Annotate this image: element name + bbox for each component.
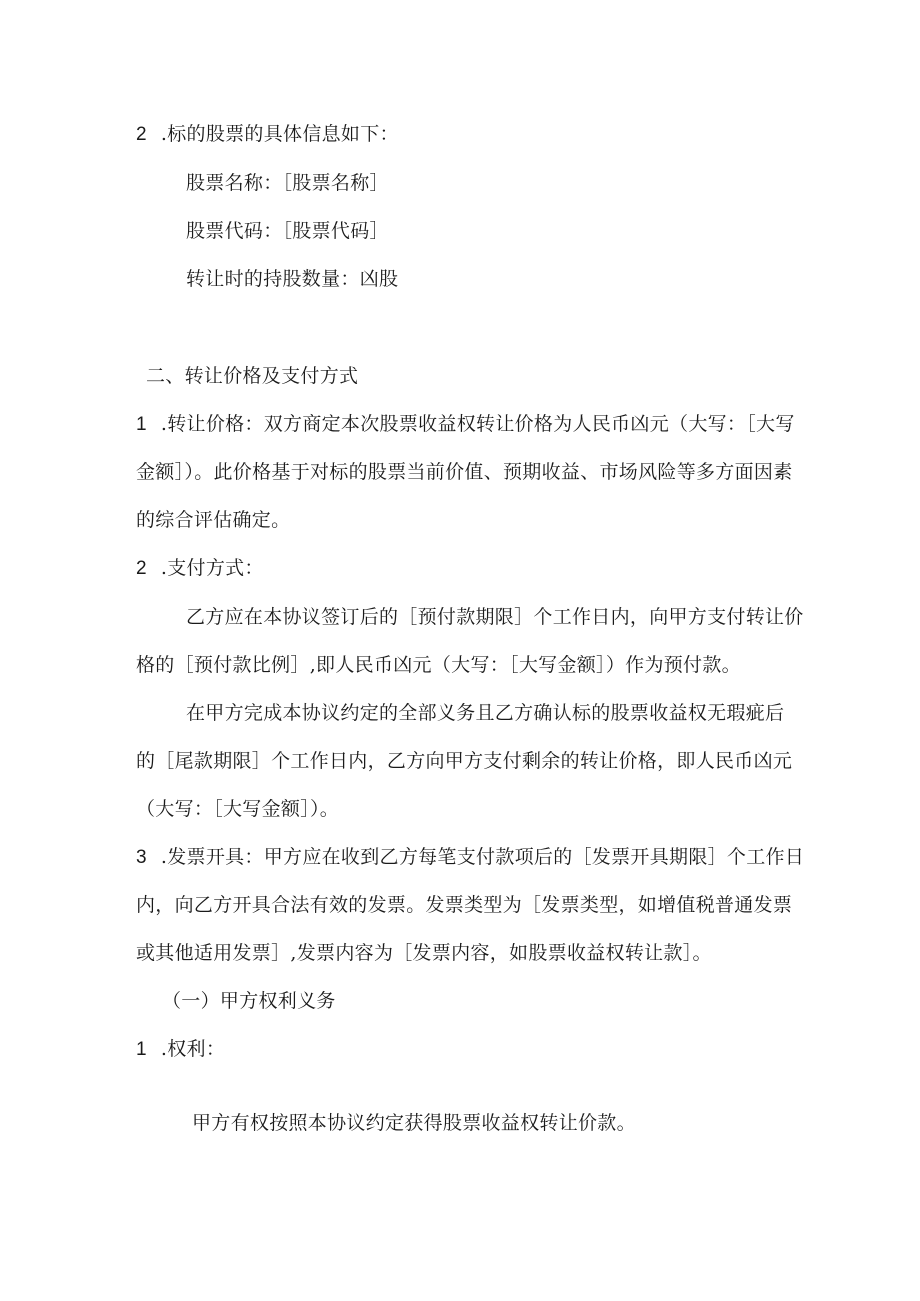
subsection-heading: （一）甲方权利义务 [162, 990, 336, 1012]
item-number: 2 [136, 558, 147, 579]
shares-held-line: 转让时的持股数量：凶股 [186, 268, 399, 290]
item-number: 3 [136, 847, 147, 868]
price-line-1 [136, 412, 795, 437]
paragraph-text: .发票开具：甲方应在收到乙方每笔支付款项后的［发票开具期限］个工作日 [160, 846, 805, 868]
prepay-line-2: 格的［预付款比例］,即人民币凶元（大写：［大写金额］）作为预付款。 [136, 654, 741, 676]
paragraph-text: .支付方式： [160, 557, 264, 579]
rights-detail-line: 甲方有权按照本协议约定获得股票收益权转让价款。 [192, 1112, 636, 1134]
final-line-1: 在甲方完成本协议约定的全部义务且乙方确认标的股票收益权无瑕疵后 [186, 702, 785, 724]
paragraph-text: .转让价格：双方商定本次股票收益权转让价格为人民币凶元（大写：［大写 [160, 413, 795, 435]
invoice-line-1 [136, 845, 804, 870]
item-text: .标的股票的具体信息如下： [160, 123, 399, 145]
paragraph-text: .权利： [160, 1038, 226, 1060]
invoice-line-2: 内，向乙方开具合法有效的发票。发票类型为［发票类型，如增值税普通发票 [136, 894, 793, 916]
final-line-3: （大写：［大写金额］）。 [136, 798, 340, 820]
price-line-2: 金额］）。此价格基于对标的股票当前价值、预期收益、市场风险等多方面因素 [136, 461, 793, 483]
item-number: 2 [136, 124, 147, 145]
item-number: 1 [136, 1039, 147, 1060]
final-line-2: 的［尾款期限］个工作日内，乙方向甲方支付剩余的转让价格，即人民币凶元 [136, 750, 793, 772]
rights-line [136, 1037, 225, 1062]
invoice-line-3: 或其他适用发票］,发票内容为［发票内容，如股票收益权转让款］。 [136, 942, 712, 964]
payment-line [136, 556, 264, 581]
section-heading: 二、转让价格及支付方式 [146, 365, 359, 387]
item-number: 1 [136, 414, 147, 435]
item-2-line [136, 122, 399, 147]
prepay-line-1: 乙方应在本协议签订后的［预付款期限］个工作日内，向甲方支付转让价 [186, 606, 804, 628]
price-line-3: 的综合评估确定。 [136, 509, 291, 531]
stock-code-line: 股票代码：［股票代码］ [186, 220, 389, 242]
stock-name-line: 股票名称：［股票名称］ [186, 172, 389, 194]
